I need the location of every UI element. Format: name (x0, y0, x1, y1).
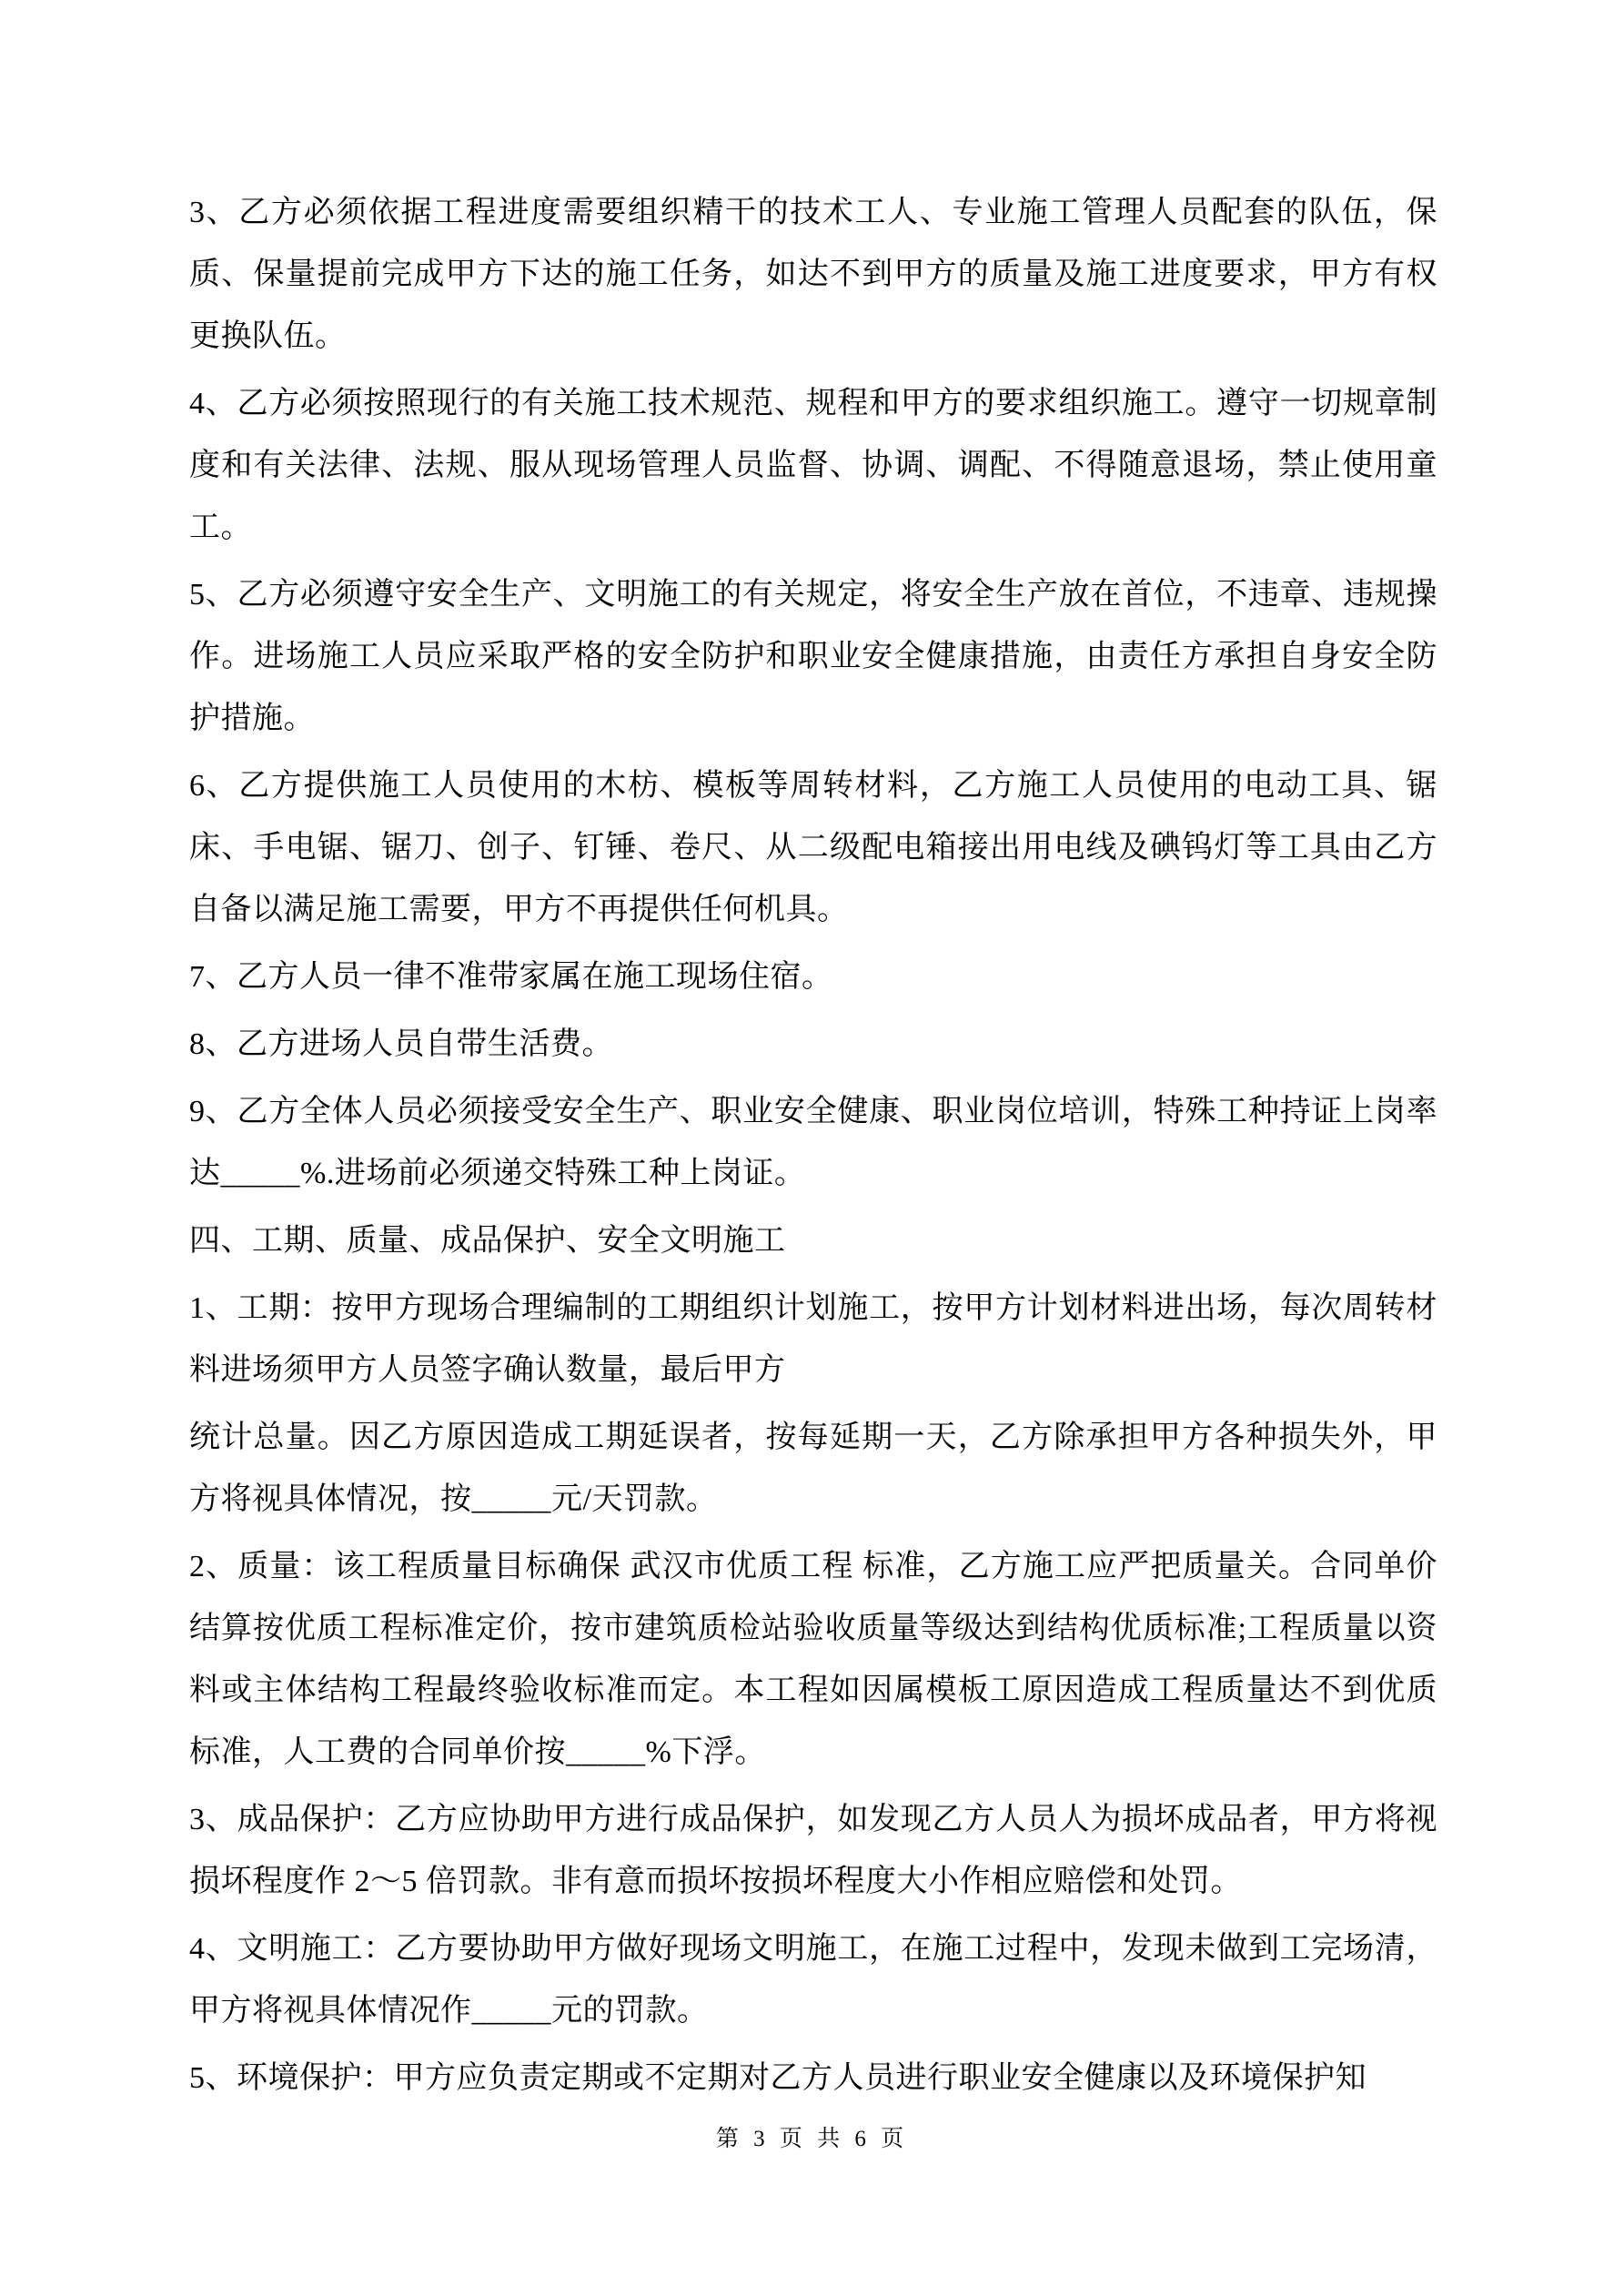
clause-party-b-7: 7、乙方人员一律不准带家属在施工现场住宿。 (189, 960, 833, 994)
document-body (189, 182, 1437, 2115)
clause-environmental-protection-5: 5、环境保护：甲方应负责定期或不定期对乙方人员进行职业安全健康以及环境保护知 (189, 2061, 1367, 2095)
clause-party-b-4: 4、乙方必须按照现行的有关施工技术规范、规程和甲方的要求组织施工。遵守一切规章制度和有关法律、法规、服从现场管理人员监督、协调、调配、不得随意退场，禁止使用童工。 (189, 387, 1437, 544)
clause-party-b-6: 6、乙方提供施工人员使用的木枋、模板等周转材料，乙方施工人员使用的电动工具、锯床、手电锯、锯刀、创子、钉锤、卷尺、从二级配电箱接出用电线及碘钨灯等工具由乙方自备以满足施工需要，甲方不再提供任何机具。 (189, 769, 1437, 926)
clause-civilized-construction-4: 4、文明施工：乙方要协助甲方做好现场文明施工，在施工过程中，发现未做到工完场清，甲方将视具体情况作_____元的罚款。 (189, 1932, 1437, 2028)
clause-product-protection-3: 3、成品保护：乙方应协助甲方进行成品保护，如发现乙方人员人为损坏成品者，甲方将视损坏程度作 2～5 倍罚款。非有意而损坏按损坏程度大小作相应赔偿和处罚。 (189, 1803, 1437, 1898)
clause-schedule-1: 1、工期：按甲方现场合理编制的工期组织计划施工，按甲方计划材料进出场，每次周转材料进场须甲方人员签字确认数量，最后甲方 (189, 1291, 1437, 1387)
clause-party-b-5: 5、乙方必须遵守安全生产、文明施工的有关规定，将安全生产放在首位，不违章、违规操作。进场施工人员应采取严格的安全防护和职业安全健康措施，由责任方承担自身安全防护措施。 (189, 578, 1437, 735)
clause-schedule-1-continued: 统计总量。因乙方原因造成工期延误者，按每延期一天，乙方除承担甲方各种损失外，甲方将视具体情况，按_____元/天罚款。 (189, 1421, 1437, 1516)
clause-party-b-9: 9、乙方全体人员必须接受安全生产、职业安全健康、职业岗位培训，特殊工种持证上岗率达_____%.进场前必须递交特殊工种上岗证。 (189, 1095, 1437, 1190)
section-heading-4: 四、工期、质量、成品保护、安全文明施工 (189, 1224, 786, 1258)
page-footer: 第 3 页 共 6 页 (715, 2127, 909, 2151)
clause-quality-2: 2、质量：该工程质量目标确保 武汉市优质工程 标准，乙方施工应严把质量关。合同单价结算按优质工程标准定价，按市建筑质检站验收质量等级达到结构优质标准;工程质量以资料或主体结构工程最终验收标准而定。本工程如因属模板工原因造成工程质量达不到优质标准，人工费的合同单价按_____%下浮。 (189, 1550, 1437, 1769)
clause-party-b-3: 3、乙方必须依据工程进度需要组织精干的技术工人、专业施工管理人员配套的队伍，保质、保量提前完成甲方下达的施工任务，如达不到甲方的质量及施工进度要求，甲方有权更换队伍。 (189, 196, 1437, 353)
clause-party-b-8: 8、乙方进场人员自带生活费。 (189, 1027, 613, 1061)
